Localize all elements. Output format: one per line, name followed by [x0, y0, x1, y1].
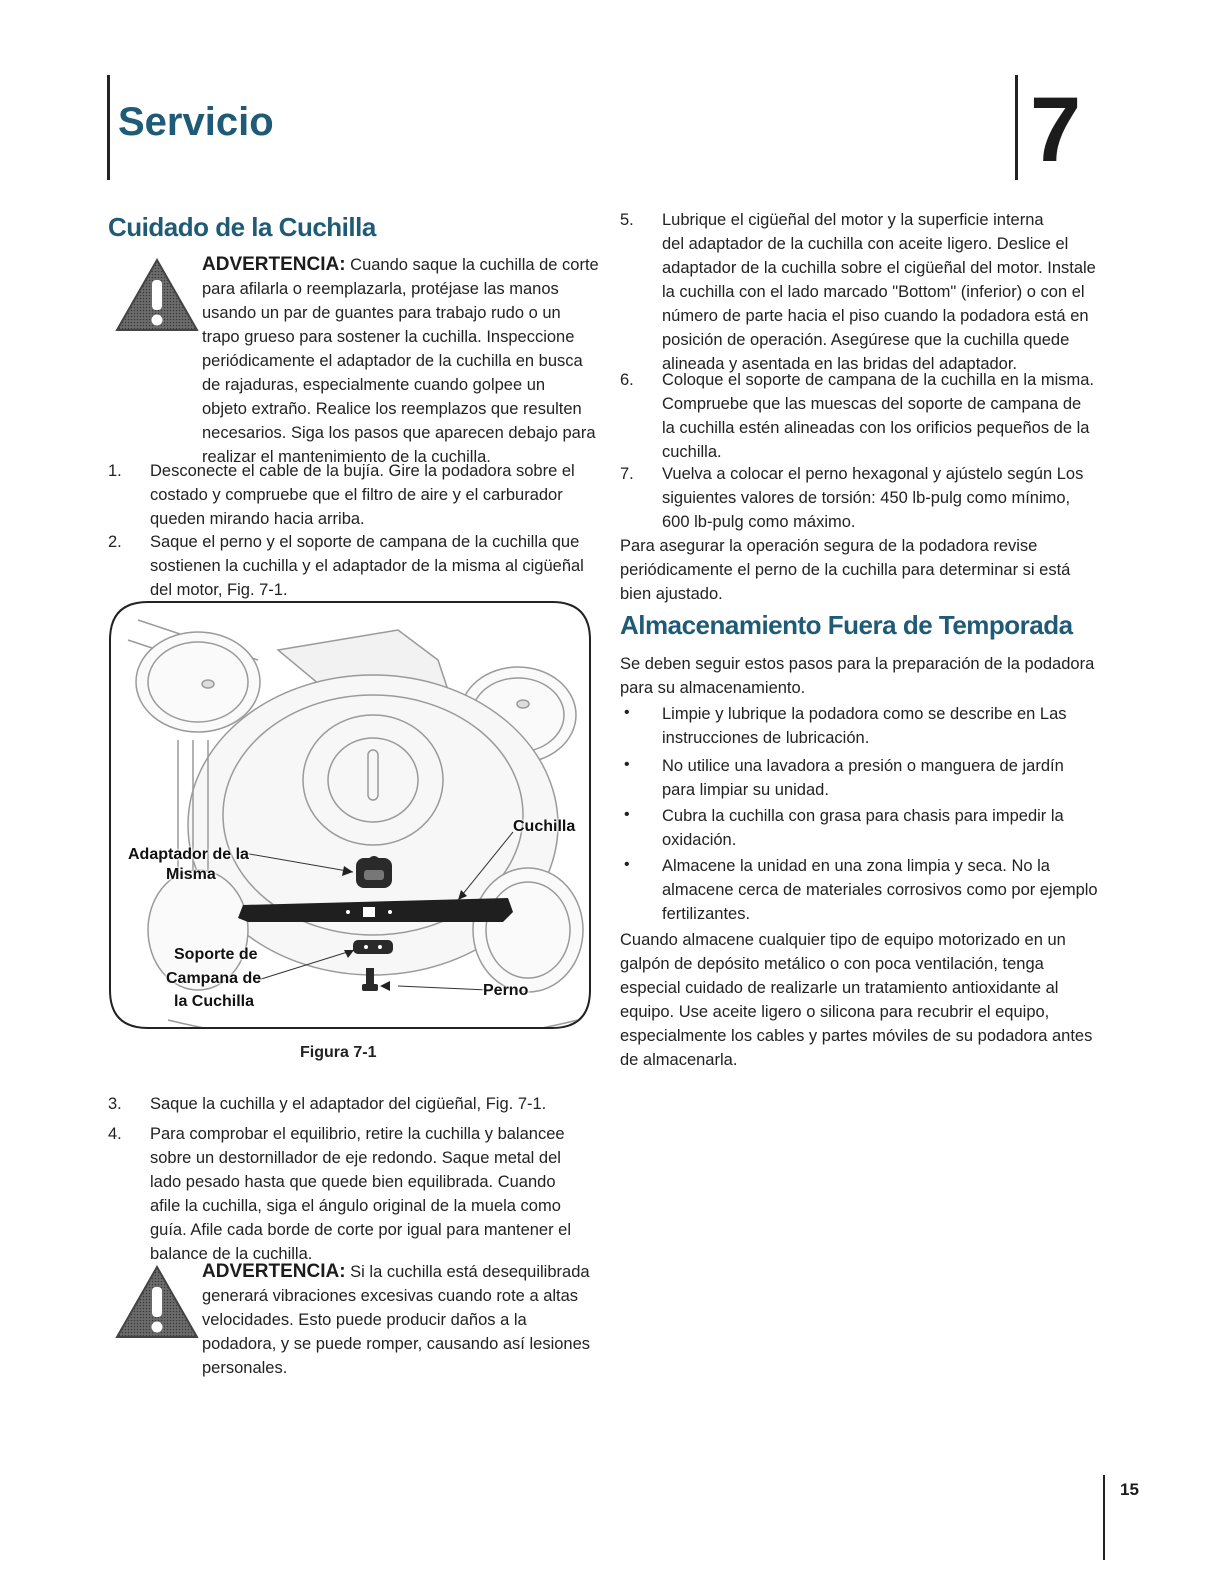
footer-rule: [1103, 1475, 1105, 1560]
storage-bullet: Limpie y lubrique la podadora como se describe en Las instrucciones de lubricación.: [662, 705, 1067, 747]
warning1-line: usando un par de guantes para trabajo rudo o un: [202, 304, 561, 322]
storage-bullet: Almacene la unidad en una zona limpia y seca. No la almacene cerca de materiales corrosivos como por ejemplo fertilizantes.: [662, 857, 1098, 923]
warning1-line: de rajaduras, especialmente cuando golpee un: [202, 376, 546, 394]
warning1-heading: ADVERTENCIA:: [202, 254, 346, 275]
closing-paragraph: Para asegurar la operación segura de la podadora revise periódicamente el perno de la cuchilla para determinar si está bien ajustado.: [620, 537, 1071, 603]
step-number: 2.: [108, 533, 122, 551]
warning1-line: objeto extraño. Realice los reemplazos que resulten: [202, 400, 582, 418]
label-cuchilla: Cuchilla: [513, 818, 576, 835]
step-number: 7.: [620, 465, 634, 483]
label-soporte-3: la Cuchilla: [174, 993, 255, 1010]
storage-bullet: No utilice una lavadora a presión o manguera de jardín para limpiar su unidad.: [662, 757, 1064, 799]
step-number: 5.: [620, 211, 634, 229]
label-perno: Perno: [483, 982, 529, 999]
chapter-number: 7: [1030, 79, 1082, 181]
blade-bell-support: [353, 940, 393, 954]
header-right-rule: [1015, 75, 1018, 180]
warning1-block: [202, 253, 602, 469]
step-number: 3.: [108, 1095, 122, 1113]
mower-underside-illustration: [108, 600, 592, 1030]
warning1-line-0: ADVERTENCIA: Cuando saque la cuchilla de corte: [202, 254, 599, 275]
warning2-block: ADVERTENCIA: Si la cuchilla está desequilibrada generará vibraciones excesivas cuando rote a altas velocidades. Esto puede producir daños a la podadora, y se puede romper, causando así lesiones personales.: [202, 1260, 602, 1380]
section-title-blade-care: Cuidado de la Cuchilla: [108, 212, 376, 242]
storage-outro: Cuando almacene cualquier tipo de equipo motorizado en un galpón de depósito metálico o con poca ventilación, tenga especial cuidado de realizarle un tratamiento antioxidante al equipo. Use aceite ligero o silicona para recubrir el equipo, especialmente los cables y partes móviles de su podadora antes de almacenarla.: [620, 931, 1093, 1069]
warning-triangle-icon: [115, 258, 199, 332]
warning2-heading: ADVERTENCIA:: [202, 1261, 346, 1282]
figure-caption: Figura 7-1: [300, 1044, 377, 1061]
label-adaptador-2: Misma: [166, 866, 216, 883]
step-text: Saque la cuchilla y el adaptador del cigüeñal, Fig. 7-1.: [150, 1095, 547, 1113]
header-left-rule: [107, 75, 110, 180]
step-text: Coloque el soporte de campana de la cuchilla en la misma. Compruebe que las muescas del soporte de campana de la cuchilla estén alineadas con los orificios pequeños de la cuchilla.: [662, 371, 1094, 461]
step-text: Saque el perno y el soporte de campana de la cuchilla que sostienen la cuchilla y el adaptador de la misma al cigüeñal del motor, Fig. 7-1.: [150, 533, 584, 599]
step-text: Lubrique el cigüeñal del motor y la superficie interna del adaptador de la cuchilla con aceite ligero. Deslice el adaptador de la cuchilla sobre el cigüeñal del motor. Instale la cuchilla con el lado marcado "Bottom" (inferior) o con el número de parte hacia el piso cuando la podadora está en posición de operación. Asegúrese que la cuchilla quede alineada y asentada en las bridas del adaptador.: [662, 211, 1096, 373]
warning1-line: periódicamente el adaptador de la cuchilla en busca: [202, 352, 583, 370]
bullet-dot: •: [624, 856, 630, 873]
section-title-storage: Almacenamiento Fuera de Temporada: [620, 610, 1073, 640]
label-adaptador: Adaptador de la: [128, 846, 249, 863]
warning2-line-0: ADVERTENCIA: Si la cuchilla está desequilibrada: [202, 1261, 590, 1282]
warning-triangle-icon: [115, 1265, 199, 1339]
label-soporte: Soporte de: [174, 946, 258, 963]
page-number: 15: [1120, 1480, 1139, 1499]
figure-mower-underside: [108, 600, 592, 1030]
step-text: Vuelva a colocar el perno hexagonal y ajústelo según Los siguientes valores de torsión: 450 lb-pulg como mínimo, 600 lb-pulg como máximo.: [662, 465, 1084, 531]
step-text: Desconecte el cable de la bujía. Gire la podadora sobre el costado y compruebe que el filtro de aire y el carburador queden mirando hacia arriba.: [150, 462, 575, 528]
label-soporte-2: Campana de: [166, 970, 262, 987]
warning1-line: trapo grueso para sostener la cuchilla. Inspeccione: [202, 328, 575, 346]
step-number: 4.: [108, 1125, 122, 1143]
warning1-line: realizar el mantenimiento de la cuchilla.: [202, 448, 491, 466]
blade-adapter: [356, 856, 392, 888]
step-number: 6.: [620, 371, 634, 389]
bullet-dot: •: [624, 806, 630, 823]
step-number: 1.: [108, 462, 122, 480]
warning1-line: necesarios. Siga los pasos que aparecen debajo para: [202, 424, 596, 442]
storage-bullet: Cubra la cuchilla con grasa para chasis para impedir la oxidación.: [662, 807, 1064, 849]
warning1-line: para afilarla o reemplazarla, protéjase las manos: [202, 280, 559, 298]
bullet-dot: •: [624, 704, 630, 721]
step-text: Para comprobar el equilibrio, retire la cuchilla y balancee sobre un destornillador de eje redondo. Saque metal del lado pesado hasta que quede bien equilibrada. Cuando afile la cuchilla, siga el ángulo original de la muela como guía. Afile cada borde de corte por igual para mantener el balance de la cuchilla.: [150, 1125, 572, 1263]
storage-intro: Se deben seguir estos pasos para la preparación de la podadora para su almacenamiento.: [620, 655, 1095, 697]
bullet-dot: •: [624, 756, 630, 773]
chapter-title: Servicio: [118, 100, 274, 144]
